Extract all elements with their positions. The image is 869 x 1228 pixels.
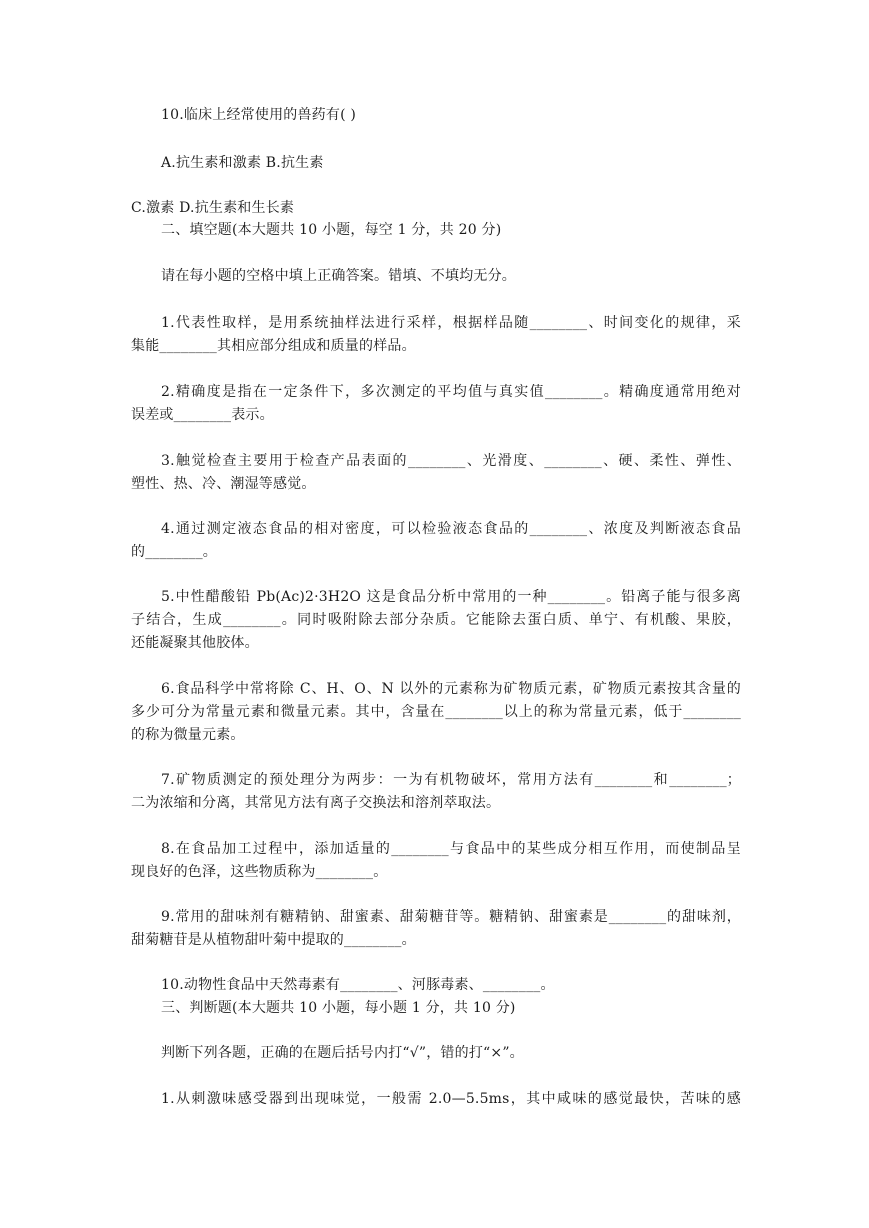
fill-q1-line1: 1.代表性取样，是用系统抽样法进行采样，根据样品随________、时间变化的规律，采 bbox=[161, 315, 741, 331]
fill-q8-line2: 现良好的色泽，这些物质称为________。 bbox=[131, 864, 388, 880]
fill-q3-line1: 3.触觉检查主要用于检查产品表面的________、光滑度、________、硬、柔性、弹性、 bbox=[161, 453, 741, 469]
fill-q3-line2: 塑性、热、冷、潮湿等感觉。 bbox=[131, 476, 316, 492]
fill-q7-line1: 7.矿物质测定的预处理分为两步：一为有机物破坏，常用方法有________和________； bbox=[161, 772, 741, 788]
fill-q9-line2: 甜菊糖苷是从植物甜叶菊中提取的________。 bbox=[131, 932, 416, 948]
fill-q4-line1: 4.通过测定液态食品的相对密度，可以检验液态食品的________、浓度及判断液态食品 bbox=[161, 521, 741, 537]
question-10-options-ab: A.抗生素和激素 B.抗生素 bbox=[161, 155, 324, 171]
judge-q1-line1: 1.从刺激味感受器到出现味觉，一般需 2.0—5.5ms，其中咸味的感觉最快，苦味的感 bbox=[161, 1091, 741, 1107]
fill-q4-line2: 的________。 bbox=[131, 544, 217, 560]
fill-q5-line2: 子结合，生成________。同时吸附除去部分杂质。它能除去蛋白质、单宁、有机酸、果胶， bbox=[131, 612, 741, 628]
fill-q6-line2: 多少可分为常量元素和微量元素。其中，含量在________以上的称为常量元素，低于________ bbox=[131, 704, 741, 720]
question-10-options-cd: C.激素 D.抗生素和生长素 bbox=[131, 200, 295, 216]
fill-q10: 10.动物性食品中天然毒素有________、河豚毒素、________。 bbox=[161, 977, 555, 993]
fill-q1-line2: 集能________其相应部分组成和质量的样品。 bbox=[131, 338, 416, 354]
fill-q7-line2: 二为浓缩和分离，其常见方法有离子交换法和溶剂萃取法。 bbox=[131, 795, 501, 811]
fill-q2-line2: 误差或________表示。 bbox=[131, 407, 274, 423]
fill-q6-line3: 的称为微量元素。 bbox=[131, 727, 245, 743]
fill-q2-line1: 2.精确度是指在一定条件下，多次测定的平均值与真实值________。精确度通常用绝对 bbox=[161, 384, 741, 400]
fill-q5-line3: 还能凝聚其他胶体。 bbox=[131, 635, 259, 651]
fill-q6-line1: 6.食品科学中常将除 C、H、O、N 以外的元素称为矿物质元素，矿物质元素按其含量的 bbox=[161, 681, 741, 697]
question-10-choice: 10.临床上经常使用的兽药有( ) bbox=[161, 107, 357, 123]
fill-q8-line1: 8.在食品加工过程中，添加适量的________与食品中的某些成分相互作用，而使制品呈 bbox=[161, 841, 741, 857]
section-2-heading: 二、填空题(本大题共 10 小题，每空 1 分，共 20 分) bbox=[161, 222, 502, 238]
fill-q5-line1: 5.中性醋酸铅 Pb(Ac)2·3H2O 这是食品分析中常用的一种________。铅离子能与很多离 bbox=[161, 589, 741, 605]
section-3-heading: 三、判断题(本大题共 10 小题，每小题 1 分，共 10 分) bbox=[161, 1000, 516, 1016]
section-2-instruction: 请在每小题的空格中填上正确答案。错填、不填均无分。 bbox=[161, 268, 516, 284]
fill-q9-line1: 9.常用的甜味剂有糖精钠、甜蜜素、甜菊糖苷等。糖精钠、甜蜜素是________的甜味剂， bbox=[161, 909, 741, 925]
section-3-instruction: 判断下列各题，正确的在题后括号内打“√”，错的打“×”。 bbox=[161, 1045, 524, 1061]
